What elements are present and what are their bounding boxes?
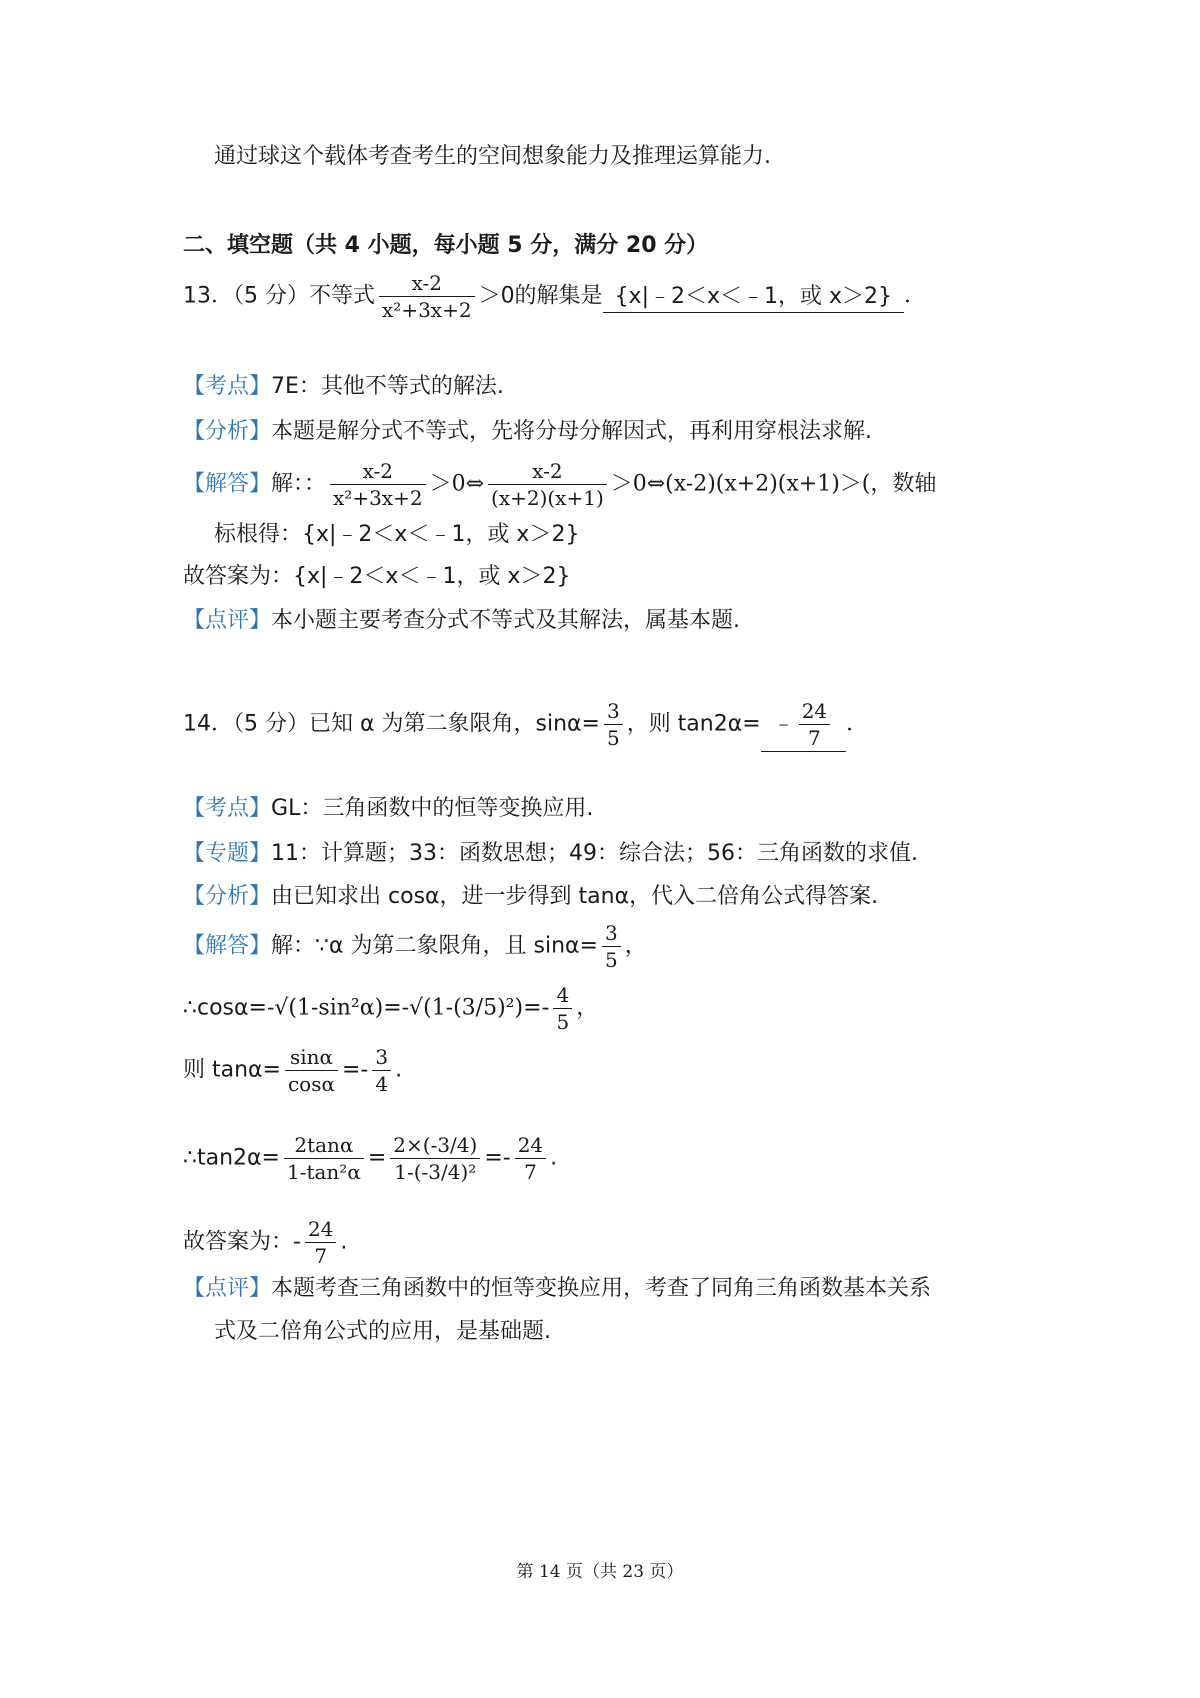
q13-jieda-line2: 标根得：{x|﹣2＜x＜﹣1，或 x＞2}	[214, 522, 580, 547]
frac-num: 3	[602, 920, 621, 947]
q14-stem-a: 已知 α 为第二象限角，sinα=	[309, 711, 600, 737]
q14-final-answer	[183, 1216, 347, 1269]
tan2-end: .	[550, 1145, 558, 1171]
frac-num: 3	[372, 1044, 391, 1071]
q13-jieda	[183, 458, 936, 511]
q14-answer-frac	[799, 698, 830, 751]
q13-fraction	[379, 270, 475, 323]
frac-den: x²+3x+2	[333, 486, 423, 510]
q14-kaodian-text: GL：三角函数中的恒等变换应用.	[271, 796, 594, 821]
frac-den: 7	[314, 1244, 328, 1268]
q14-end: ．	[846, 711, 869, 737]
q14-jieda-frac	[602, 920, 621, 973]
frac-den: 7	[808, 726, 821, 750]
tan2-pre: ∴tan2α=	[183, 1145, 280, 1171]
frac-den: cosα	[287, 1072, 335, 1096]
cos-res-pre: =-	[523, 995, 550, 1021]
q14-number: 14．	[183, 711, 233, 737]
q14-sin-frac	[604, 698, 623, 751]
frac-num: 2×(-3/4)	[390, 1132, 480, 1159]
frac-num: 24	[799, 698, 830, 725]
frac-den: (x+2)(x+1)	[491, 486, 604, 510]
frac-den: 1-tan²α	[286, 1160, 361, 1184]
frac-den: 1-(-3/4)²	[394, 1160, 477, 1184]
frac-den: 5	[556, 1010, 570, 1034]
q14-jieda-text: 解：∵α 为第二象限角，且 sinα=	[271, 933, 598, 959]
q13-stem-prefix: 不等式	[309, 283, 376, 309]
q14-tan2-line	[183, 1132, 557, 1185]
q14-jieda-end: ，	[624, 933, 647, 959]
q14-dianping-text-1: 本题考查三角函数中的恒等变换应用，考查了同角三角函数基本关系	[271, 1276, 932, 1301]
tan2-mid: =-	[484, 1145, 511, 1171]
tan2-frac2	[390, 1132, 480, 1185]
q13-jieda-pre: 解：：	[271, 471, 327, 497]
q14-answer-sign: ﹣	[772, 711, 795, 737]
q13-jieda-tail: ，数轴	[870, 471, 937, 497]
frac-den: 7	[524, 1160, 537, 1184]
q13-fenxi	[183, 417, 872, 447]
cos-pre: ∴cosα=	[183, 995, 267, 1021]
tan-frac	[285, 1044, 338, 1097]
q14-dianping	[183, 1274, 931, 1304]
q13-dianping	[183, 606, 740, 636]
tan2-result-frac	[515, 1132, 546, 1185]
q14-zhuanti-text: 11：计算题；33：函数思想；49：综合法；56：三角函数的求值.	[271, 841, 918, 866]
cos-end: ，	[576, 995, 599, 1021]
frac-num: sinα	[285, 1044, 338, 1071]
q13-end: ．	[904, 283, 927, 309]
q13-kaodian	[183, 372, 504, 402]
q13-jieda-mid: ＞0⇔	[429, 471, 485, 497]
q13-kaodian-text: 7E：其他不等式的解法.	[271, 374, 504, 399]
zhuanti-tag: 【专题】	[183, 841, 272, 866]
tan-pre: 则 tanα=	[183, 1057, 281, 1083]
frac-num: 24	[515, 1132, 546, 1159]
cos-radical-1: -√(1-sin²α)	[266, 995, 384, 1021]
q14-jieda	[183, 920, 647, 973]
tan-result-frac	[372, 1044, 391, 1097]
cos-radical-2: -√(1-(3/5)²)	[401, 995, 524, 1021]
q14-stem-b: ，则 tan2α=	[626, 711, 761, 737]
q13-fenxi-text: 本题是解分式不等式，先将分母分解因式，再利用穿根法求解.	[271, 419, 873, 444]
q14-score: （5 分）	[233, 711, 309, 737]
q13-frac-den: x²+3x+2	[382, 298, 472, 322]
frac-num: x-2	[330, 458, 426, 485]
q14-answer	[761, 698, 846, 752]
q13-stem	[183, 270, 926, 323]
q13-score: （5 分）	[233, 283, 309, 309]
fenxi-tag: 【分析】	[183, 419, 272, 444]
tan2-eq: =	[367, 1145, 387, 1171]
q13-number: 13．	[183, 283, 233, 309]
page-footer: 第 14 页（共 23 页）	[516, 1562, 684, 1582]
section-title: 二、填空题（共 4 小题，每小题 5 分，满分 20 分）	[183, 233, 709, 258]
frac-den: 4	[375, 1072, 389, 1096]
cos-result-frac	[553, 982, 572, 1035]
jieda-tag: 【解答】	[183, 933, 272, 959]
kaodian-tag: 【考点】	[183, 374, 272, 399]
q13-stem-mid: ＞0的解集是	[478, 283, 603, 309]
intro-line: 通过球这个载体考查考生的空间想象能力及推理运算能力.	[214, 144, 771, 169]
q14-tan-line	[183, 1044, 402, 1097]
frac-den: 5	[606, 726, 620, 750]
q13-frac-num: x-2	[379, 270, 475, 297]
q14-zhuanti	[183, 839, 918, 869]
q14-stem	[183, 698, 868, 752]
cos-eq: =	[383, 995, 402, 1021]
q14-dianping-line2: 式及二倍角公式的应用，是基础题.	[214, 1319, 551, 1344]
dianping-tag: 【点评】	[183, 608, 272, 633]
frac-num: x-2	[488, 458, 607, 485]
tan2-frac1	[284, 1132, 364, 1185]
dianping-tag: 【点评】	[183, 1276, 272, 1301]
frac-num: 4	[553, 982, 572, 1009]
final-end: .	[340, 1229, 348, 1255]
final-frac	[305, 1216, 336, 1269]
frac-num: 24	[305, 1216, 336, 1243]
q14-cos-line	[183, 982, 598, 1035]
q13-dianping-text: 本小题主要考查分式不等式及其解法，属基本题.	[271, 608, 741, 633]
frac-num: 3	[604, 698, 623, 725]
tan-mid: =-	[342, 1057, 369, 1083]
q13-jieda-post: ＞0⇔(x-2)(x+2)(x+1)＞(	[610, 471, 871, 497]
q13-jieda-frac1	[330, 458, 426, 511]
q14-fenxi-text: 由已知求出 cosα，进一步得到 tanα，代入二倍角公式得答案.	[271, 884, 879, 909]
q14-kaodian	[183, 794, 593, 824]
kaodian-tag: 【考点】	[183, 796, 272, 821]
q14-fenxi	[183, 882, 878, 912]
final-pre: 故答案为：-	[183, 1229, 301, 1255]
frac-den: 5	[604, 948, 618, 972]
q13-answer: {x|﹣2＜x＜﹣1，或 x＞2}	[603, 282, 904, 313]
tan-end: .	[395, 1057, 403, 1083]
q13-jieda-frac2	[488, 458, 607, 511]
fenxi-tag: 【分析】	[183, 884, 272, 909]
q13-answer-line: 故答案为：{x|﹣2＜x＜﹣1，或 x＞2}	[183, 564, 571, 589]
jieda-tag: 【解答】	[183, 471, 272, 497]
frac-num: 2tanα	[284, 1132, 364, 1159]
